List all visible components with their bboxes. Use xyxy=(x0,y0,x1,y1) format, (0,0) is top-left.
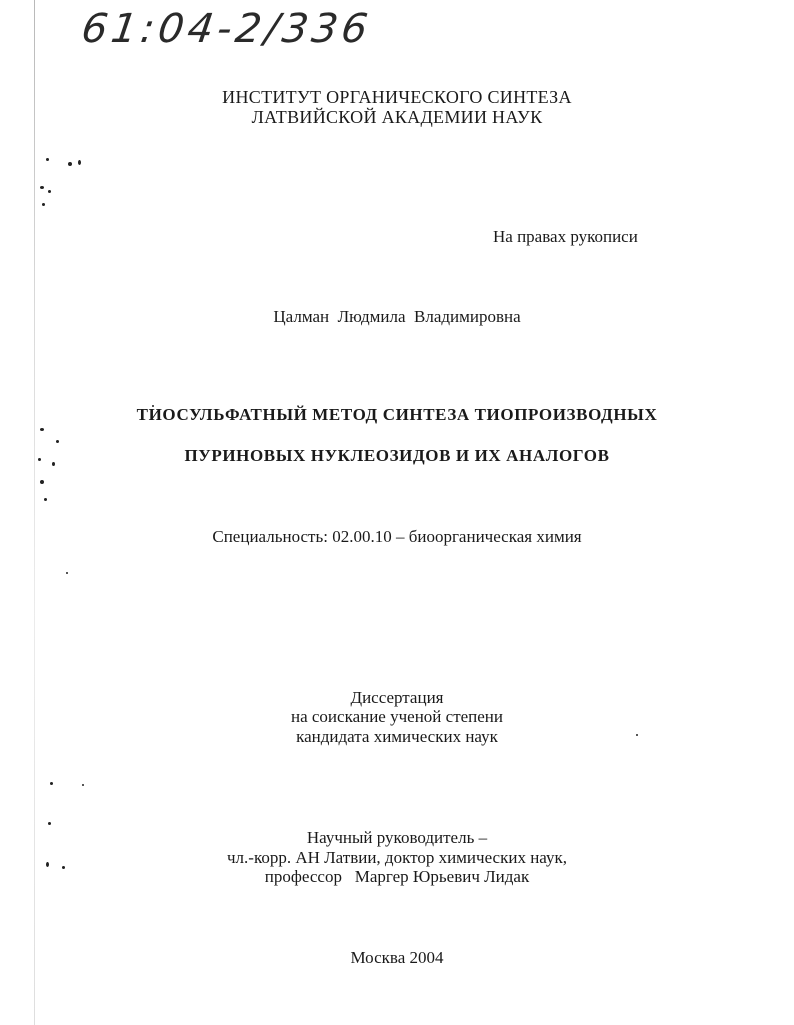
institute-line-2: ЛАТВИЙСКОЙ АКАДЕМИИ НАУК xyxy=(251,107,543,127)
city-year: Москва 2004 xyxy=(350,948,444,967)
thesis-title-line-2: ПУРИНОВЫХ НУКЛЕОЗИДОВ И ИХ АНАЛОГОВ xyxy=(184,446,610,465)
supervisor-line-1: Научный руководитель – xyxy=(306,828,488,847)
institute-line-1: ИНСТИТУТ ОРГАНИЧЕСКОГО СИНТЕЗА xyxy=(222,87,572,107)
rights-note: На правах рукописи xyxy=(493,227,638,246)
thesis-title-line-1: ТИОСУЛЬФАТНЫЙ МЕТОД СИНТЕЗА ТИОПРОИЗВОДНЫХ xyxy=(136,405,658,424)
dissertation-line-1: Диссертация xyxy=(350,688,444,707)
supervisor-line-2: чл.-корр. АН Латвии, доктор химических наук, xyxy=(227,848,567,867)
specialty: Специальность: 02.00.10 – биоорганическая химия xyxy=(212,527,582,546)
archive-number-handwritten: 61:04-2/336 xyxy=(78,6,375,52)
dissertation-line-2: на соискание ученой степени xyxy=(290,707,504,726)
dissertation-line-3: кандидата химических наук xyxy=(296,727,498,746)
author-name: Цалман Людмила Владимировна xyxy=(273,307,521,326)
supervisor-line-3: профессор Маргер Юрьевич Лидак xyxy=(264,867,530,886)
